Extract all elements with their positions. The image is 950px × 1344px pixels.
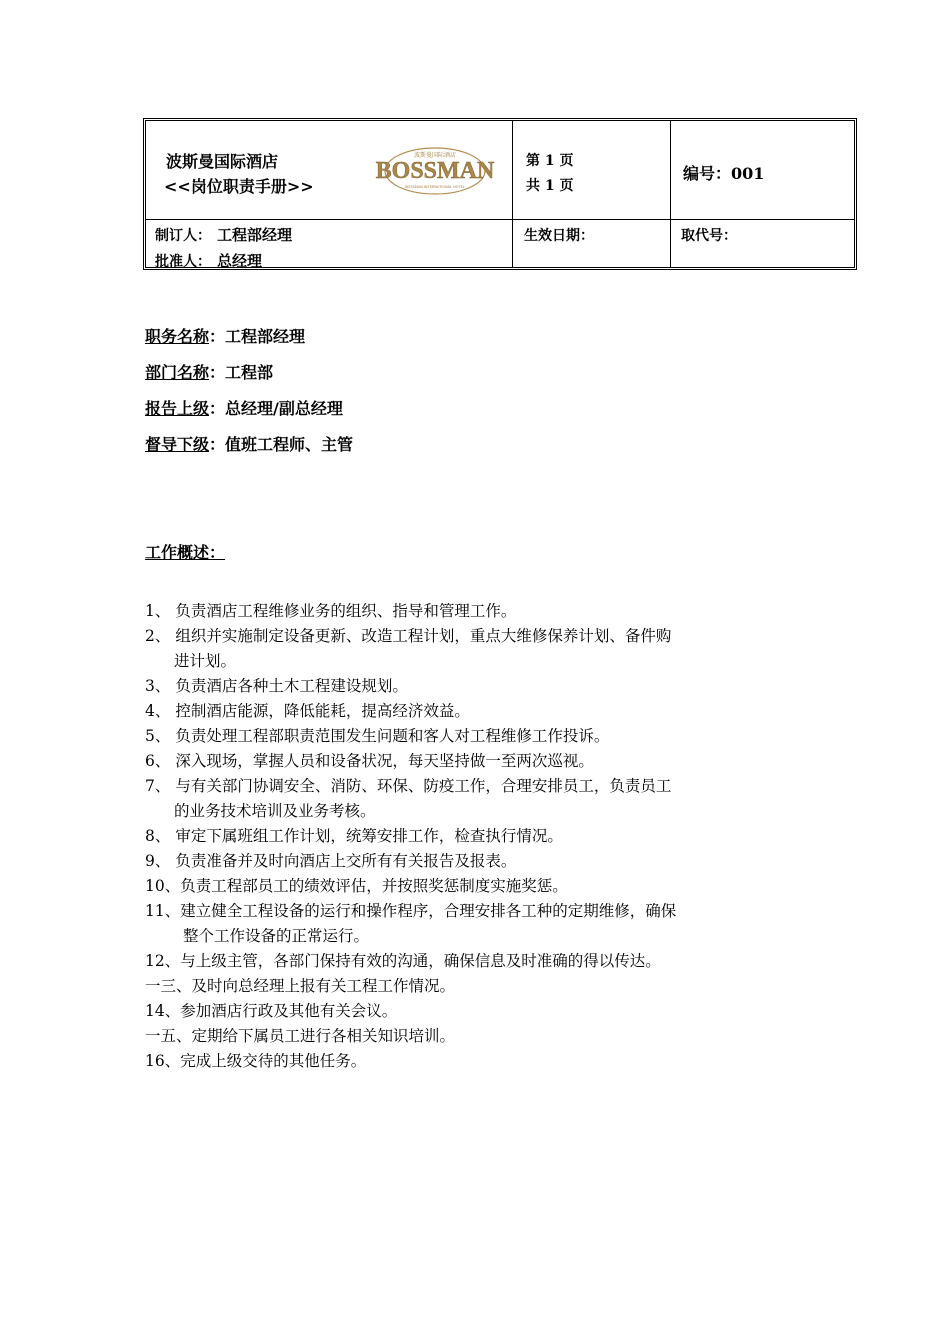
header-divider <box>670 121 671 267</box>
item-number: 11、 <box>145 902 181 920</box>
item-number: 1、 <box>145 602 171 620</box>
list-item <box>145 949 815 974</box>
manual-title: <<岗位职责手册>> <box>164 177 314 196</box>
effective-date-label: 生效日期： <box>524 228 594 244</box>
item-text: 组织并实施制定设备更新、改造工程计划，重点大维修保养计划、备件购 <box>175 627 672 645</box>
item-number: 5、 <box>145 727 171 745</box>
item-text: 及时向总经理上报有关工程工作情况。 <box>191 977 456 995</box>
page-current: 第 1 页 <box>526 153 574 169</box>
list-item <box>145 724 815 749</box>
header-divider <box>146 219 854 220</box>
item-number: 10、 <box>145 877 181 895</box>
drafter-value: 工程部经理 <box>217 226 293 244</box>
item-text: 深入现场，掌握人员和设备状况，每天坚持做一至两次巡视。 <box>175 752 594 770</box>
item-text: 与有关部门协调安全、消防、环保、防疫工作，合理安排员工，负责员工 <box>175 777 672 795</box>
field-key: 督导下级 <box>145 435 210 454</box>
item-number: 8、 <box>145 827 171 845</box>
doc-number-value: 001 <box>731 164 765 183</box>
item-number: 一三、 <box>145 977 192 995</box>
item-continuation: 整个工作设备的正常运行。 <box>183 927 370 945</box>
item-text: 完成上级交待的其他任务。 <box>180 1052 367 1070</box>
doc-number-label: 编号： <box>683 164 732 183</box>
item-number: 4、 <box>145 702 171 720</box>
document-header-table <box>143 118 857 270</box>
item-number: 6、 <box>145 752 171 770</box>
item-text: 负责酒店各种土木工程建设规划。 <box>175 677 408 695</box>
list-item <box>145 699 815 724</box>
field-supervises <box>145 430 353 466</box>
item-text: 审定下属班组工作计划，统筹安排工作，检查执行情况。 <box>175 827 563 845</box>
field-value: 工程部 <box>225 363 274 382</box>
item-number: 14、 <box>145 1002 181 1020</box>
field-sep: ： <box>209 399 226 418</box>
list-item <box>145 599 815 624</box>
hotel-name-block <box>166 149 314 199</box>
list-item <box>145 974 815 999</box>
field-department <box>145 358 353 394</box>
approver-label: 批准人： <box>155 254 211 270</box>
document-number <box>683 161 764 184</box>
replaces <box>681 223 737 249</box>
bossman-logo <box>368 145 502 197</box>
list-item <box>145 899 815 949</box>
item-text: 定期给下属员工进行各相关知识培训。 <box>191 1027 456 1045</box>
list-item <box>145 849 815 874</box>
field-key: 职务名称 <box>145 327 210 346</box>
item-number: 一五、 <box>145 1027 192 1045</box>
list-item <box>145 1024 815 1049</box>
page-info <box>526 149 574 199</box>
item-number: 9、 <box>145 852 171 870</box>
item-number: 12、 <box>145 952 181 970</box>
work-summary-title: 工作概述： <box>145 543 226 562</box>
logo-bottom-text: BOSSMAN INTERNATIONAL HOTEL <box>405 185 465 189</box>
hotel-name: 波斯曼国际酒店 <box>166 152 279 171</box>
field-sep: ： <box>209 363 226 382</box>
list-item <box>145 1049 815 1074</box>
page-total: 共 1 页 <box>526 178 574 194</box>
list-item <box>145 874 815 899</box>
effective-date <box>524 223 594 249</box>
item-text: 参加酒店行政及其他有关会议。 <box>180 1002 398 1020</box>
item-text: 控制酒店能源，降低能耗，提高经济效益。 <box>175 702 470 720</box>
item-text: 负责酒店工程维修业务的组织、指导和管理工作。 <box>175 602 517 620</box>
list-item <box>145 749 815 774</box>
list-item <box>145 674 815 699</box>
item-text: 负责准备并及时向酒店上交所有有关报告及报表。 <box>175 852 517 870</box>
field-job-title <box>145 322 353 358</box>
field-sep: ： <box>209 327 226 346</box>
field-key: 报告上级 <box>145 399 210 418</box>
item-number: 16、 <box>145 1052 181 1070</box>
item-number: 2、 <box>145 627 171 645</box>
field-reports-to <box>145 394 353 430</box>
list-item <box>145 774 815 824</box>
field-sep: ： <box>209 435 226 454</box>
field-value: 工程部经理 <box>225 327 306 346</box>
item-text: 与上级主管，各部门保持有效的沟通，确保信息及时准确的得以传达。 <box>180 952 661 970</box>
list-item <box>145 624 815 674</box>
field-value: 总经理/副总经理 <box>225 399 343 418</box>
drafter-label: 制订人： <box>155 228 211 244</box>
item-text: 负责处理工程部职责范围发生问题和客人对工程维修工作投诉。 <box>175 727 610 745</box>
position-fields <box>145 322 353 466</box>
signatories <box>155 223 292 275</box>
field-key: 部门名称 <box>145 363 210 382</box>
item-continuation: 进计划。 <box>174 652 237 670</box>
item-text: 建立健全工程设备的运行和操作程序，合理安排各工种的定期维修，确保 <box>180 902 677 920</box>
item-continuation: 的业务技术培训及业务考核。 <box>174 802 376 820</box>
field-value: 值班工程师、主管 <box>225 435 354 454</box>
item-number: 7、 <box>145 777 171 795</box>
item-number: 3、 <box>145 677 171 695</box>
replaces-label: 取代号： <box>681 228 737 244</box>
duties-list <box>145 599 815 1074</box>
item-text: 负责工程部员工的绩效评估，并按照奖惩制度实施奖惩。 <box>180 877 568 895</box>
approver-value: 总经理 <box>217 252 263 270</box>
logo-top-text: 波斯曼国际酒店 <box>413 152 457 159</box>
list-item <box>145 824 815 849</box>
logo-wordmark: BOSSMAN <box>375 158 495 184</box>
list-item <box>145 999 815 1024</box>
header-divider <box>512 121 513 267</box>
